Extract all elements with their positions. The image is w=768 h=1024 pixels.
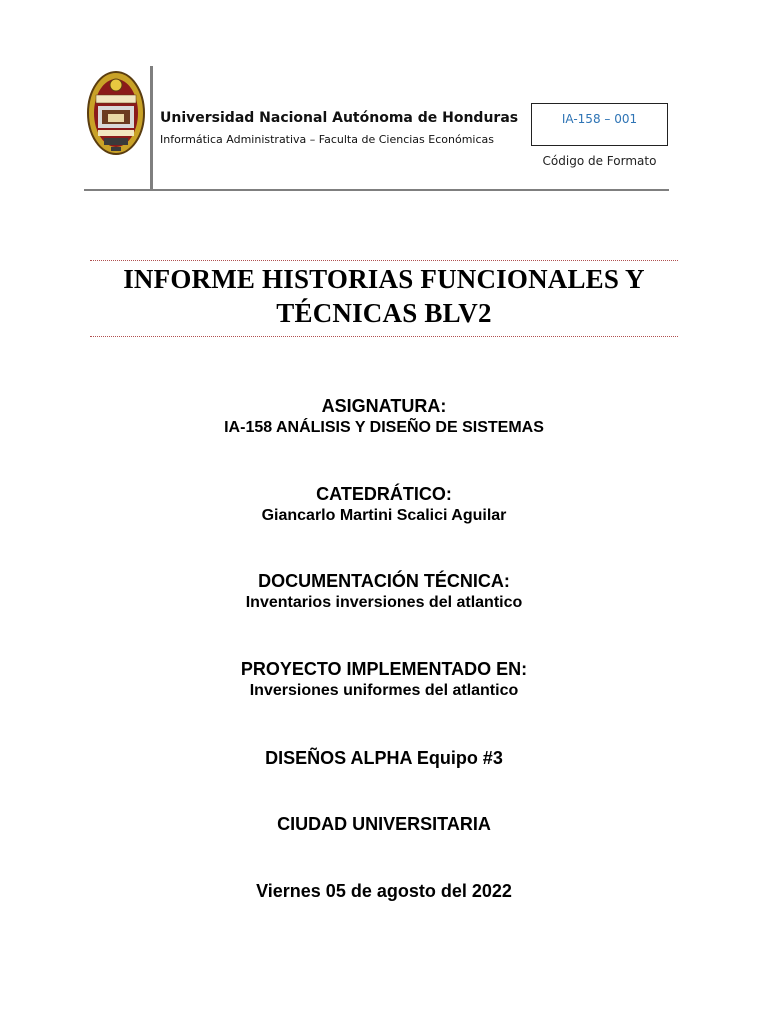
university-seal-icon [86,70,146,156]
asignatura-heading: ASIGNATURA: [321,396,447,416]
title-top-rule [90,260,678,261]
documentacion-value: Inventarios inversiones del atlantico [245,594,523,611]
catedratico-heading: CATEDRÁTICO: [316,484,452,504]
team-name: DISEÑOS ALPHA Equipo #3 [265,748,503,768]
proyecto-heading: PROYECTO IMPLEMENTADO EN: [240,659,528,679]
title-line-1: INFORME HISTORIAS FUNCIONALES Y [123,264,645,294]
format-code: IA-158 – 001 [561,112,638,126]
header-horizontal-rule [84,189,669,191]
asignatura-value: IA-158 ANÁLISIS Y DISEÑO DE SISTEMAS [224,419,544,436]
university-name: Universidad Nacional Autónoma de Honduras [160,110,519,126]
format-code-label: Código de Formato [542,154,657,168]
document-title [90,262,678,330]
format-code-box [531,103,668,146]
proyecto-value: Inversiones uniformes del atlantico [249,682,519,699]
documentacion-heading: DOCUMENTACIÓN TÉCNICA: [258,571,510,591]
city: CIUDAD UNIVERSITARIA [277,814,491,834]
title-line-2: TÉCNICAS BLV2 [276,298,492,328]
faculty-name: Informática Administrativa – Faculta de Ciencias Económicas [160,133,494,146]
catedratico-value: Giancarlo Martini Scalici Aguilar [261,507,507,524]
title-bottom-rule [90,336,678,337]
header-vertical-rule [150,66,153,190]
document-date: Viernes 05 de agosto del 2022 [256,881,512,901]
